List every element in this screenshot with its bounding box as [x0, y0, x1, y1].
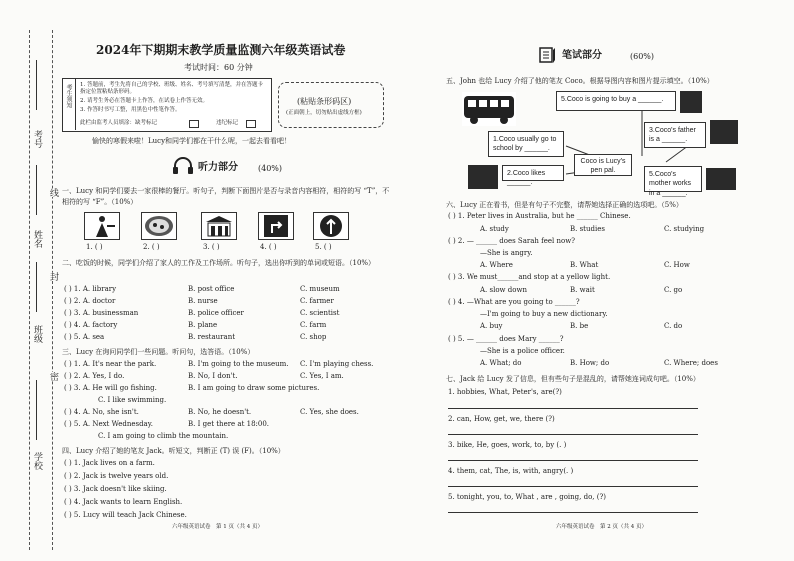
cheat-note: 违纪标记	[216, 120, 239, 126]
s3-q2-b: B. No, I don't.	[188, 372, 238, 380]
s3-q4-c: C. Yes, she does.	[300, 408, 359, 416]
s3-q4-b: B. No, he doesn't.	[188, 408, 252, 416]
pic-3-building	[201, 212, 237, 240]
kaohao-blank[interactable]	[36, 60, 37, 110]
xuexiao-blank[interactable]	[36, 380, 37, 440]
s7-q4: 4. them, cat, The, is, with, angry(. )	[448, 467, 574, 475]
s7-q5: 5. tonight, you, to, What , are , going, do, (?)	[448, 493, 606, 501]
listening-heading: 听力部分	[198, 162, 238, 173]
notice-label: 考生须知	[65, 84, 72, 108]
s3-q5-b: B. I get there at 18:00.	[188, 420, 270, 428]
s6-q3-a: A. slow down	[480, 286, 527, 294]
s2-q4-b: B. plane	[188, 321, 218, 329]
label-xingming: 姓名	[32, 230, 42, 248]
s3-q1-c: C. I'm playing chess.	[300, 360, 374, 368]
s4-q4[interactable]: ( ) 4. Jack wants to learn English.	[64, 498, 183, 506]
greeting: 愉快的寒假来啦！Lucy和同学们都在干什么呢，一起去看看吧！	[92, 137, 292, 145]
binding-line-outer	[29, 30, 30, 550]
s2-q3-c: C. scientist	[300, 309, 340, 317]
s6-q2-c: C. How	[664, 261, 690, 269]
banji-blank[interactable]	[36, 262, 37, 312]
s6-q2-b: B. What	[570, 261, 599, 269]
s4-q1[interactable]: ( ) 1. Jack lives on a farm.	[64, 459, 155, 467]
section-1-title: 一、Lucy 和同学们要去一家很棒的餐厅。听句子，判断下面图片是否与录音内容相符，相符的写 “T”，不相符的写 “F”。（10%）	[62, 187, 390, 206]
s2-q4-c: C. farm	[300, 321, 327, 329]
s3-q2[interactable]: ( ) 2. A. Yes, I do.	[64, 372, 125, 380]
s6-q4[interactable]: ( ) 4. —What are you going to ______?	[448, 298, 580, 306]
s4-q3[interactable]: ( ) 3. Jack doesn't like skiing.	[64, 485, 167, 493]
s7-answer-line-4[interactable]	[448, 486, 698, 487]
s6-q5-reply: —She is a police officer.	[480, 347, 565, 355]
absent-note: 此栏由监考人员填涂：缺考标记	[80, 120, 158, 126]
barcode-title: (粘贴条形码区)	[297, 97, 352, 106]
writing-score: (60%)	[630, 52, 655, 61]
page-2-footer: 六年级英语试卷 第 2 页（共 4 页）	[556, 524, 647, 530]
s7-q2: 2. can, How, get, we, there (?)	[448, 415, 555, 423]
s7-answer-line-3[interactable]	[448, 460, 698, 461]
s6-q1-b: B. studies	[570, 225, 605, 233]
bus-picture	[462, 92, 516, 126]
fence-char-mi: 密	[48, 372, 58, 381]
section-5-title: 五、John 也给 Lucy 介绍了他的笔友 Coco。根据导图内容和图片提示填空。（10%）	[446, 77, 714, 85]
label-xuexiao: 学校	[32, 452, 42, 470]
s2-q3-b: B. police officer	[188, 309, 244, 317]
pic-5-go-straight-sign	[313, 212, 349, 240]
s6-q1-c: C. studying	[664, 225, 705, 233]
map-box-3-father: 3.Coco's father is a ______.	[644, 122, 706, 148]
s6-q2-a: A. Where	[480, 261, 513, 269]
pic-answer-2[interactable]: 2. ( )	[143, 243, 160, 251]
map-box-2-likes: 2.Coco likes ______.	[502, 165, 564, 181]
section-2-title: 二、吃饭的时候，同学们介绍了家人的工作及工作场所。听句子，选出你听到的单词或短语。（10%）	[62, 259, 376, 267]
s3-q4[interactable]: ( ) 4. A. No, she isn't.	[64, 408, 139, 416]
s3-q3-b: B. I am going to draw some pictures.	[188, 384, 320, 392]
barcode-subtitle: (正面朝上，切勿贴出虚线方框)	[286, 110, 362, 116]
writing-book-icon	[538, 46, 558, 64]
s3-q1-b: B. I'm going to the museum.	[188, 360, 289, 368]
section-4-title: 四、Lucy 介绍了她的笔友 Jack。听短文，判断正 (T) 误 (F)。（10%）	[62, 447, 285, 455]
likes-picture	[468, 165, 498, 189]
s2-q2-b: B. nurse	[188, 297, 218, 305]
s2-q1[interactable]: ( ) 1. A. library	[64, 285, 117, 293]
s7-answer-line-2[interactable]	[448, 434, 698, 435]
s7-answer-line-1[interactable]	[448, 408, 698, 409]
s6-q2[interactable]: ( ) 2. — ______ does Sarah feel now?	[448, 237, 575, 245]
notice-text-3: 3. 作答时书写工整，用黑色中性笔作答。	[80, 107, 181, 113]
s6-q4-c: C. do	[664, 322, 683, 330]
s6-q4-b: B. be	[570, 322, 589, 330]
s7-answer-line-5[interactable]	[448, 512, 698, 513]
writing-heading: 笔试部分	[562, 50, 602, 61]
fence-char-feng: 封	[48, 272, 58, 281]
s2-q2[interactable]: ( ) 2. A. doctor	[64, 297, 116, 305]
page-1-footer: 六年级英语试卷 第 1 页（共 4 页）	[172, 524, 263, 530]
exam-title: 2024年下期期末教学质量监测六年级英语试卷	[96, 43, 346, 57]
s7-q3: 3. bike, He, goes, work, to, by (. )	[448, 441, 567, 449]
s3-q5[interactable]: ( ) 5. A. Next Wednesday.	[64, 420, 153, 428]
section-3-title: 三、Lucy 在询问同学们一些问题。听问句，选答语。（10%）	[62, 348, 255, 356]
s3-q2-c: C. Yes, I am.	[300, 372, 344, 380]
exam-time: 考试时间：60 分钟	[184, 63, 253, 72]
s3-q1[interactable]: ( ) 1. A. It's near the park.	[64, 360, 157, 368]
pic-answer-3[interactable]: 3. ( )	[203, 243, 220, 251]
headphone-icon	[172, 157, 194, 175]
s3-q3[interactable]: ( ) 3. A. He will go fishing.	[64, 384, 157, 392]
s3-q5-c: C. I am going to climb the mountain.	[98, 432, 229, 440]
s2-q2-c: C. farmer	[300, 297, 334, 305]
label-banji: 班级	[32, 325, 42, 343]
s6-q5-a: A. What; do	[480, 359, 522, 367]
pic-answer-4[interactable]: 4. ( )	[260, 243, 277, 251]
s2-q5[interactable]: ( ) 5. A. sea	[64, 333, 105, 341]
s6-q5-c: C. Where; does	[664, 359, 718, 367]
fence-char-xian: 线	[48, 188, 58, 197]
cheat-checkbox[interactable]	[246, 120, 256, 128]
s6-q2-reply: —She is angry.	[480, 249, 533, 257]
xingming-blank[interactable]	[36, 165, 37, 215]
s6-q1-a: A. study	[480, 225, 509, 233]
father-picture	[710, 120, 738, 144]
s2-q4[interactable]: ( ) 4. A. factory	[64, 321, 118, 329]
s7-q1: 1. hobbies, What, Peter's, are(?)	[448, 388, 562, 396]
absent-checkbox[interactable]	[189, 120, 199, 128]
binding-line-inner	[52, 30, 53, 550]
s2-q5-c: C. shop	[300, 333, 327, 341]
s2-q1-b: B. post office	[188, 285, 235, 293]
buy-picture	[680, 91, 702, 113]
s6-q4-a: A. buy	[480, 322, 503, 330]
notice-text-2: 2. 请考生务必在答题卡上作答，在试卷上作答无效。	[80, 98, 208, 104]
s6-q3-b: B. wait	[570, 286, 595, 294]
section-6-title: 六、Lucy 正在看书，但是有句子不完整，请帮她选择正确的选项吧。（5%）	[446, 201, 683, 209]
pic-2-dish	[141, 212, 177, 240]
s2-q5-b: B. restaurant	[188, 333, 236, 341]
s6-q1[interactable]: ( ) 1. Peter lives in Australia, but he ______ Chinese.	[448, 212, 631, 220]
listening-score: (40%)	[258, 164, 283, 173]
label-kaohao: 考号	[32, 130, 42, 148]
map-box-4-mother: 5.Coco's mother works in a ______.	[644, 166, 702, 192]
s2-q3[interactable]: ( ) 3. A. businessman	[64, 309, 139, 317]
pic-answer-5[interactable]: 5. ( )	[315, 243, 332, 251]
s6-q5-b: B. How; do	[570, 359, 610, 367]
map-box-5-buy: 5.Coco is going to buy a ______.	[556, 91, 676, 111]
s6-q4-reply: —I'm going to buy a new dictionary.	[480, 310, 608, 318]
s3-q3-c: C. I like swimming.	[98, 396, 167, 404]
s2-q1-c: C. museum	[300, 285, 340, 293]
pic-1-waiter	[84, 212, 120, 240]
notice-text-1: 1. 答题前，考生先将自己的学校、班级、姓名、考号填写清楚，并在答题卡指定位置粘贴条形码。	[80, 82, 263, 96]
s6-q5[interactable]: ( ) 5. — ______ does Mary ______?	[448, 335, 564, 343]
s6-q3[interactable]: ( ) 3. We must______and stop at a yellow light.	[448, 273, 611, 281]
s4-q5[interactable]: ( ) 5. Lucy will teach Jack Chinese.	[64, 511, 187, 519]
map-box-1-school: 1.Coco usually go to school by ______.	[488, 131, 564, 157]
s6-q3-c: C. go	[664, 286, 683, 294]
map-center: Coco is Lucy's pen pal.	[574, 154, 632, 176]
mother-picture	[706, 168, 736, 190]
pic-4-turn-right-sign	[258, 212, 294, 240]
s4-q2[interactable]: ( ) 2. Jack is twelve years old.	[64, 472, 169, 480]
section-7-title: 七、Jack 给 Lucy 发了信息，但有些句子是混乱的，请帮她连词成句吧。（10%）	[446, 375, 700, 383]
pic-answer-1[interactable]: 1. ( )	[86, 243, 103, 251]
